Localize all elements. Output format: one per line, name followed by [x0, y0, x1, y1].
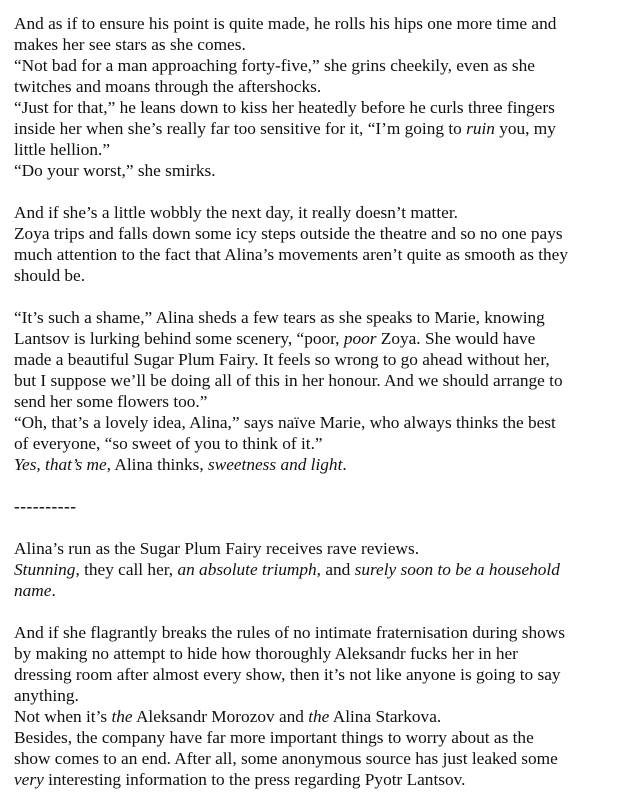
text-line [14, 97, 616, 118]
paragraph-gap [14, 517, 616, 538]
text-line [14, 748, 616, 769]
paragraph-gap [14, 181, 616, 202]
text-run: Zoya trips and falls down some icy steps outside the theatre and so no one pays [14, 224, 563, 243]
text-line [14, 265, 616, 286]
text-run: anything. [14, 686, 79, 705]
text-run: show comes to an end. After all, some anonymous source has just leaked some [14, 749, 558, 768]
text-run: , and [316, 560, 355, 579]
text-run: Not when it’s [14, 707, 112, 726]
italic-text: sweetness and light [207, 455, 343, 474]
text-line [14, 412, 616, 433]
text-run: Alina Starkova. [329, 707, 442, 726]
text-run: send her some flowers too.” [14, 392, 208, 411]
text-run: you, my [494, 119, 556, 138]
paragraph-gap [14, 475, 616, 496]
italic-text: the [308, 707, 330, 726]
text-line [14, 244, 616, 265]
text-line [14, 769, 616, 790]
text-run: “Not bad for a man approaching forty-five,” she grins cheekily, even as she [14, 56, 535, 75]
text-run: “Oh, that’s a lovely idea, Alina,” says naïve Marie, who always thinks the best [14, 413, 556, 432]
text-run: Alina’s run as the Sugar Plum Fairy receives rave reviews. [14, 539, 420, 558]
text-line [14, 202, 616, 223]
text-run: , Alina thinks, [106, 455, 208, 474]
section-separator: ---------- [14, 497, 77, 516]
text-line [14, 454, 616, 475]
italic-text: poor [343, 329, 377, 348]
text-run: by making no attempt to hide how thoroughly Aleksandr fucks her in her [14, 644, 518, 663]
text-run: . [342, 455, 347, 474]
text-run: “It’s such a shame,” Alina sheds a few tears as she speaks to Marie, knowing [14, 308, 545, 327]
text-run: makes her see stars as she comes. [14, 35, 246, 54]
italic-text: Yes, that’s me [14, 455, 107, 474]
text-run: little hellion.” [14, 140, 110, 159]
text-line [14, 580, 616, 601]
text-line [14, 223, 616, 244]
text-run: Lantsov is lurking behind some scenery, “poor, [14, 329, 344, 348]
text-run: made a beautiful Sugar Plum Fairy. It feels so wrong to go ahead without her, [14, 350, 550, 369]
text-line [14, 55, 616, 76]
italic-text: very [14, 770, 44, 789]
text-run: Besides, the company have far more important things to worry about as the [14, 728, 534, 747]
italic-text: name [14, 581, 52, 600]
text-run: And if she’s a little wobbly the next day, it really doesn’t matter. [14, 203, 458, 222]
document-body [14, 13, 616, 790]
text-line [14, 538, 616, 559]
text-line [14, 349, 616, 370]
text-run: Zoya. She would have [376, 329, 536, 348]
paragraph-gap [14, 286, 616, 307]
text-line [14, 664, 616, 685]
italic-text: surely soon to be a household [354, 560, 560, 579]
italic-text: ruin [466, 119, 495, 138]
text-line [14, 643, 616, 664]
text-run: And as if to ensure his point is quite made, he rolls his hips one more time and [14, 14, 557, 33]
italic-text: Stunning [14, 560, 76, 579]
text-run: of everyone, “so sweet of you to think of it.” [14, 434, 323, 453]
text-line [14, 328, 616, 349]
text-line [14, 160, 616, 181]
text-run: but I suppose we’ll be doing all of this in her honour. And we should arrange to [14, 371, 563, 390]
text-line [14, 727, 616, 748]
text-line [14, 496, 616, 517]
text-run: twitches and moans through the aftershocks. [14, 77, 322, 96]
text-line [14, 370, 616, 391]
text-line [14, 685, 616, 706]
text-run: And if she flagrantly breaks the rules of no intimate fraternisation during shows [14, 623, 565, 642]
text-run: Aleksandr Morozov and [132, 707, 309, 726]
text-line [14, 706, 616, 727]
text-run: should be. [14, 266, 86, 285]
italic-text: the [111, 707, 133, 726]
text-run: . [51, 581, 56, 600]
text-line [14, 559, 616, 580]
text-line [14, 433, 616, 454]
text-line [14, 13, 616, 34]
text-run: “Do your worst,” she smirks. [14, 161, 216, 180]
text-run: , they call her, [75, 560, 178, 579]
text-run: dressing room after almost every show, then it’s not like anyone is going to say [14, 665, 561, 684]
text-line [14, 307, 616, 328]
text-line [14, 139, 616, 160]
text-run: inside her when she’s really far too sensitive for it, “I’m going to [14, 119, 467, 138]
text-run: interesting information to the press regarding Pyotr Lantsov. [43, 770, 466, 789]
text-line [14, 622, 616, 643]
text-run: “Just for that,” he leans down to kiss her heatedly before he curls three fingers [14, 98, 555, 117]
paragraph-gap [14, 601, 616, 622]
text-line [14, 34, 616, 55]
text-line [14, 76, 616, 97]
text-line [14, 118, 616, 139]
text-line [14, 391, 616, 412]
italic-text: an absolute triumph [177, 560, 317, 579]
text-run: much attention to the fact that Alina’s movements aren’t quite as smooth as they [14, 245, 568, 264]
